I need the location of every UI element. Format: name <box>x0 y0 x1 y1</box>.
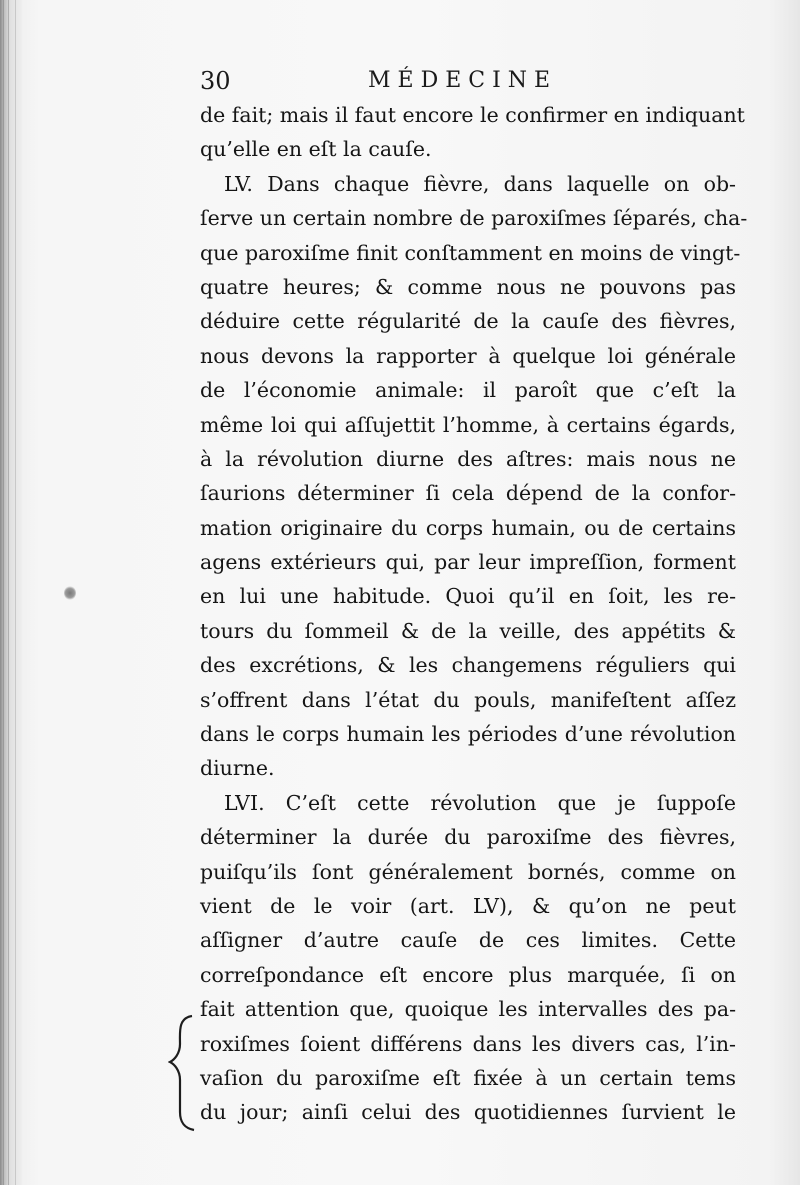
text-line: déterminer la durée du paroxiſme des fièvres, <box>200 825 736 850</box>
body-text <box>200 98 748 1130</box>
text-line: fait attention que, quoique les intervalles des pa- <box>200 997 736 1022</box>
paper-speck <box>64 586 76 600</box>
text-line: même loi qui aſſujettit l’homme, à certains égards, <box>200 412 736 437</box>
text-line: mation originaire du corps humain, ou de certains <box>200 515 736 540</box>
section-lv-first-line: LV. Dans chaque fièvre, dans laquelle on ob- <box>224 171 736 196</box>
running-title: MÉDECINE <box>368 68 558 93</box>
text-line: agens extérieurs qui, par leur impreſſion, forment <box>200 550 736 575</box>
text-line: de l’économie animale: il paroît que c’eſt la <box>200 378 736 403</box>
text-line: diurne. <box>200 756 275 781</box>
section-lvi-first-line: LVI. C’eſt cette révolution que je ſuppoſe <box>224 790 736 815</box>
text-line: ſaurions déterminer ſi cela dépend de la confor- <box>200 481 736 506</box>
text-line: que paroxiſme finit conſtamment en moins de vingt- <box>200 240 741 265</box>
running-head <box>200 66 740 96</box>
margin-bracket-mark <box>168 1012 198 1132</box>
text-line: à la révolution diurne des aſtres: mais nous ne <box>200 446 736 471</box>
text-line: quatre heures; & comme nous ne pouvons pas <box>200 274 736 299</box>
text-line: du jour; ainſi celui des quotidiennes ſurvient le <box>200 1100 736 1125</box>
text-line: aſſigner d’autre cauſe de ces limites. Cette <box>200 928 736 953</box>
page-number: 30 <box>200 67 231 95</box>
text-line: déduire cette régularité de la cauſe des fièvres, <box>200 309 736 334</box>
text-line: ſerve un certain nombre de paroxiſmes ſéparés, cha- <box>200 206 748 231</box>
text-line: correſpondance eſt encore plus marquée, ſi on <box>200 962 736 987</box>
gutter-line <box>3 0 4 1185</box>
text-line: roxiſmes ſoient différens dans les divers cas, l’in- <box>200 1031 736 1056</box>
gutter-line <box>15 0 16 1185</box>
text-line: vient de le voir (art. LV), & qu’on ne peut <box>200 893 736 918</box>
text-line: dans le corps humain les périodes d’une révolution <box>200 722 736 747</box>
text-line: qu’elle en eſt la cauſe. <box>200 137 432 162</box>
text-line: nous devons la rapporter à quelque loi générale <box>200 343 736 368</box>
text-line: en lui une habitude. Quoi qu’il en ſoit, les re- <box>200 584 736 609</box>
text-line: s’offrent dans l’état du pouls, manifeſtent aſſez <box>200 687 736 712</box>
text-line: puiſqu’ils ſont généralement bornés, comme on <box>200 859 736 884</box>
text-line: vaſion du paroxiſme eſt fixée à un certain tems <box>200 1065 736 1090</box>
gutter-line <box>8 0 9 1185</box>
text-line: des excrétions, & les changemens réguliers qui <box>200 653 736 678</box>
text-line: tours du ſommeil & de la veille, des appétits & <box>200 618 736 643</box>
text-line: de fait; mais il faut encore le confirmer en indiquant <box>200 103 745 127</box>
